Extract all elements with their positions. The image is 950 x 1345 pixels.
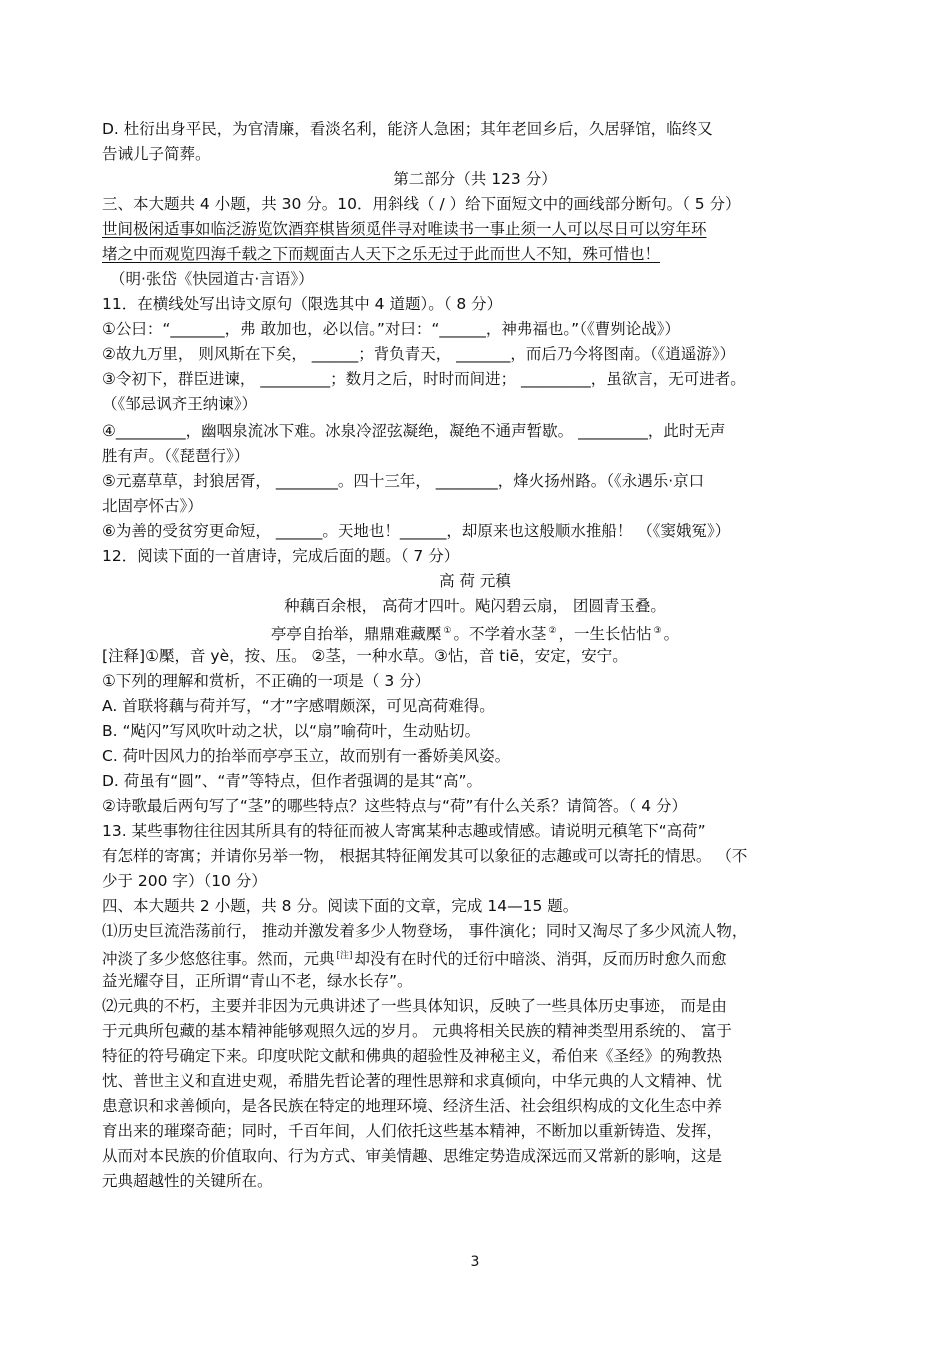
q12-sub1: ①下列的理解和赏析，不正确的一项是（ 3 分） bbox=[102, 672, 431, 690]
q11-item3-source: （《邹忌讽齐王纳谏》） bbox=[102, 395, 258, 413]
q11-item1: ①公曰：“_______，弗 敢加也，必以信。”对曰：“______，神弗福也。”（《曹刿论战》） bbox=[102, 320, 680, 338]
q13-line3: 少于 200 字）（10 分） bbox=[102, 872, 267, 890]
para1-line1: ⑴历史巨流浩荡前行， 推动并激发着多少人物登场， 事件演化；同时又淘尽了多少风流人物， bbox=[102, 922, 748, 940]
option-d-line2: 告诫儿子简葬。 bbox=[102, 145, 211, 163]
poem-line1: 种藕百余根， 高荷才四叶。飐闪碧云扇， 团圆青玉叠。 bbox=[284, 597, 666, 615]
para2-line5: 患意识和求善倾向，是各民族在特定的地理环境、经济生活、社会组织构成的文化生态中养 bbox=[102, 1097, 723, 1115]
q11-heading: 11．在横线处写出诗文原句（限选其中 4 道题）。（ 8 分） bbox=[102, 295, 503, 313]
para2-line2: 于元典所包藏的基本精神能够观照久远的岁月。 元典将相关民族的精神类型用系统的、 富于 bbox=[102, 1022, 732, 1040]
q12-option-c: C. 荷叶因风力的抬举而亭亭玉立，故而别有一番娇美风姿。 bbox=[102, 747, 511, 765]
para2-line3: 特征的符号确定下来。印度吠陀文献和佛典的超验性及神秘主义，希伯来《圣经》的殉教热 bbox=[102, 1047, 723, 1065]
q12-sub2: ②诗歌最后两句写了“茎”的哪些特点？这些特点与“荷”有什么关系？请简答。（ 4 分） bbox=[102, 797, 687, 815]
poem-title: 高 荷 元稹 bbox=[439, 572, 511, 590]
para1-line3: 益光耀夺目，正所谓“青山不老，绿水长存”。 bbox=[102, 972, 413, 990]
q10-source: （明·张岱《快园道古·言语》） bbox=[110, 270, 314, 288]
section-four-heading: 四、本大题共 2 小题，共 8 分。阅读下面的文章，完成 14—15 题。 bbox=[102, 897, 579, 915]
q13-line2: 有怎样的寄寓；并请你另举一物， 根据其特征阐发其可以象征的志趣或可以寄托的情思。 （不 bbox=[102, 847, 748, 865]
para1-line2: 冲淡了多少悠悠往事。然而，元典 [注] 却没有在时代的迁衍中暗淡、消弭，反而历时愈久而愈 bbox=[102, 950, 727, 968]
q12-heading: 12．阅读下面的一首唐诗，完成后面的题。（ 7 分） bbox=[102, 547, 460, 565]
part-two-heading: 第二部分（共 123 分） bbox=[393, 170, 557, 188]
q11-item5-cont: 北固亭怀古》） bbox=[102, 497, 203, 515]
poem-line2: 亭亭自抬举，鼎鼎难藏檿 ① 。不学着水茎 ② ，一生长怗怗 ③ 。 bbox=[270, 625, 680, 643]
q12-option-b: B. “飐闪”写风吹叶动之状，以“扇”喻荷叶，生动贴切。 bbox=[102, 722, 481, 740]
q12-option-d: D. 荷虽有“圆”、“青”等特点，但作者强调的是其“高”。 bbox=[102, 772, 482, 790]
q11-item2: ②故九万里， 则风斯在下矣， ______；背负青天， _______，而后乃今将图南。（《逍遥游》） bbox=[102, 345, 736, 363]
q10-passage-line2: 堵之中而观览四海千载之下而觌面古人天下之乐无过于此而世人不知，殊可惜也！ bbox=[102, 245, 661, 263]
para2-line6: 育出来的璀璨奇葩；同时，千百年间，人们依托这些基本精神，不断加以重新铸造、发挥， bbox=[102, 1122, 723, 1140]
option-d-line1: D. 杜衍出身平民，为官清廉，看淡名利，能济人急困；其年老回乡后，久居驿馆，临终又 bbox=[102, 120, 713, 138]
q11-item5: ⑤元嘉草草，封狼居胥， ________。四十三年， ________，烽火扬州路。（《永遇乐·京口 bbox=[102, 472, 705, 490]
q11-item6: ⑥为善的受贫穷更命短， ______。天地也！______，却原来也这般顺水推船！ （《窦娥冤》） bbox=[102, 522, 731, 540]
q10-passage-line1: 世间极闲适事如临泛游览饮酒弈棋皆须觅伴寻对唯读书一事止须一人可以尽日可以穷年环 bbox=[102, 220, 707, 238]
page-number: 3 bbox=[470, 1254, 480, 1270]
para2-line8: 元典超越性的关键所在。 bbox=[102, 1172, 273, 1190]
q13-line1: 13. 某些事物往往因其所具有的特征而被人寄寓某种志趣或情感。请说明元稹笔下“高荷” bbox=[102, 822, 706, 840]
q11-item4: ④_________，幽咽泉流冰下难。冰泉冷涩弦凝绝，凝绝不通声暂歇。 _________，此时无声 bbox=[102, 422, 726, 440]
para2-line4: 忱、普世主义和直进史观，希腊先哲论著的理性思辩和求真倾向，中华元典的人文精神、忧 bbox=[102, 1072, 723, 1090]
q12-option-a: A. 首联将藕与荷并写，“才”字感喟颇深，可见高荷难得。 bbox=[102, 697, 495, 715]
section-three-q10: 三、本大题共 4 小题，共 30 分。10．用斜线（ / ）给下面短文中的画线部分断句。（ 5 分） bbox=[102, 195, 741, 213]
poem-notes: [注释]①檿，音 yè，按、压。 ②茎，一种水草。③怗，音 tiē，安定，安宁。 bbox=[102, 647, 628, 665]
q11-item4-cont: 胜有声。（《琵琶行》） bbox=[102, 447, 250, 465]
para2-line1: ⑵元典的不朽，主要并非因为元典讲述了一些具体知识，反映了一些具体历史事迹， 而是由 bbox=[102, 997, 727, 1015]
q11-item3: ③令初下，群臣进谏， _________；数月之后，时时而间进； _________，虽欲言，无可进者。 bbox=[102, 370, 746, 388]
para2-line7: 从而对本民族的价值取向、行为方式、审美情趣、思维定势造成深远而又常新的影响，这是 bbox=[102, 1147, 723, 1165]
